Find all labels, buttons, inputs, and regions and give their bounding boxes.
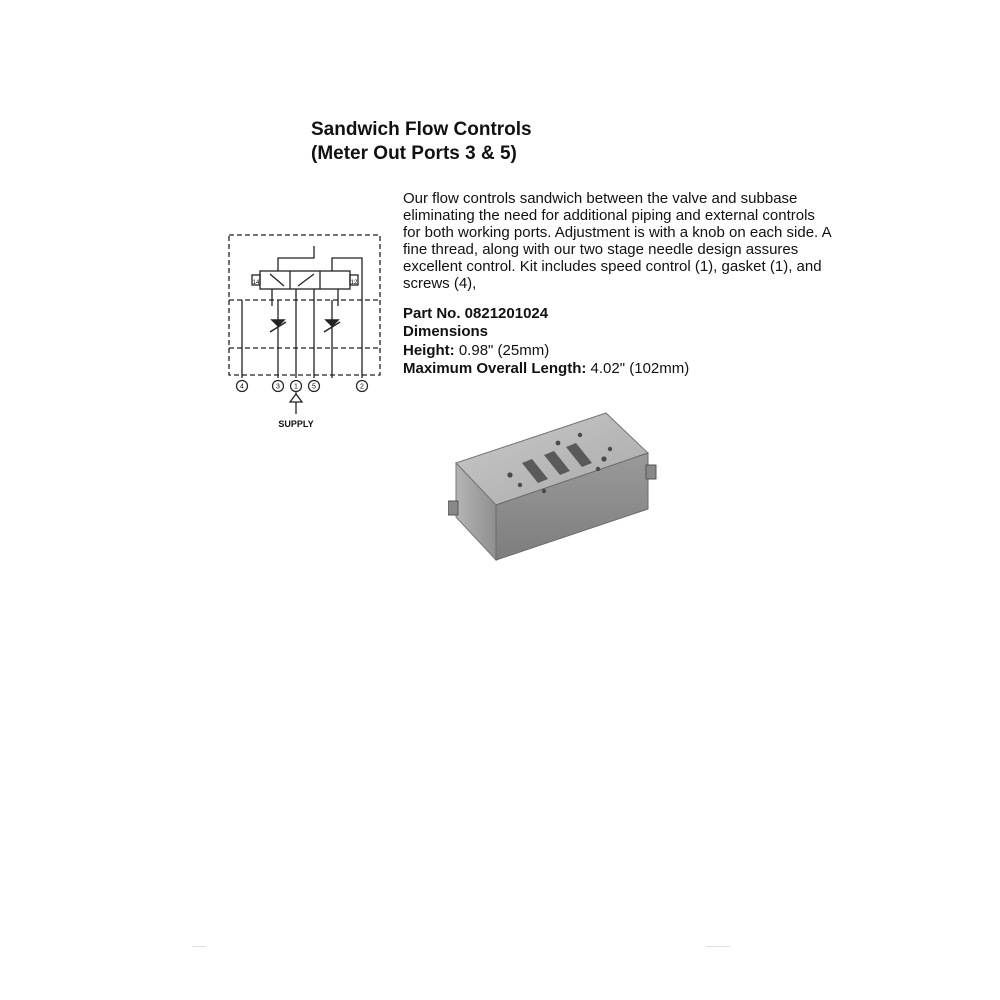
dimensions-label: Dimensions xyxy=(403,323,489,340)
length-value: 4.02" (102mm) xyxy=(586,360,690,377)
dimensions-heading xyxy=(403,323,488,340)
port-label: 3 xyxy=(276,383,280,391)
description xyxy=(403,190,833,292)
port-label: 5 xyxy=(312,383,316,391)
divider xyxy=(706,946,730,947)
part-number xyxy=(403,305,548,322)
supply-arrow-icon xyxy=(290,394,302,402)
solenoid-label-14: 14 xyxy=(252,280,260,286)
length-label: Maximum Overall Length: xyxy=(403,360,587,377)
title-line-2: (Meter Out Ports 3 & 5) xyxy=(311,143,517,164)
height-label: Height: xyxy=(403,342,455,359)
port-label: 2 xyxy=(360,383,364,391)
length-spec xyxy=(403,360,689,377)
part-number-label: Part No. 0821201024 xyxy=(403,305,549,322)
port-label: 4 xyxy=(240,383,244,391)
divider xyxy=(192,946,206,947)
schematic-frame xyxy=(229,235,380,375)
adjustment-knob-icon xyxy=(448,501,458,515)
solenoid-label-12: 12 xyxy=(350,280,358,286)
product-photo xyxy=(448,405,680,565)
port-label: 1 xyxy=(294,383,298,391)
flow-control-schematic xyxy=(222,228,387,433)
adjustment-knob-icon xyxy=(646,465,656,479)
description-text: Our flow controls sandwich between the valve and subbase eliminating the need for additional piping and external controls for both working ports. Adjustment is with a knob on each side. A fine thread, along with our two stage needle design assures excellent control. Kit includes speed control (1), gasket (1), and screws (4), xyxy=(403,190,831,292)
title-line-1: Sandwich Flow Controls xyxy=(311,119,532,140)
page-title xyxy=(311,118,532,166)
height-spec xyxy=(403,342,549,359)
height-value: 0.98" (25mm) xyxy=(454,342,550,359)
supply-label: SUPPLY xyxy=(278,419,314,429)
